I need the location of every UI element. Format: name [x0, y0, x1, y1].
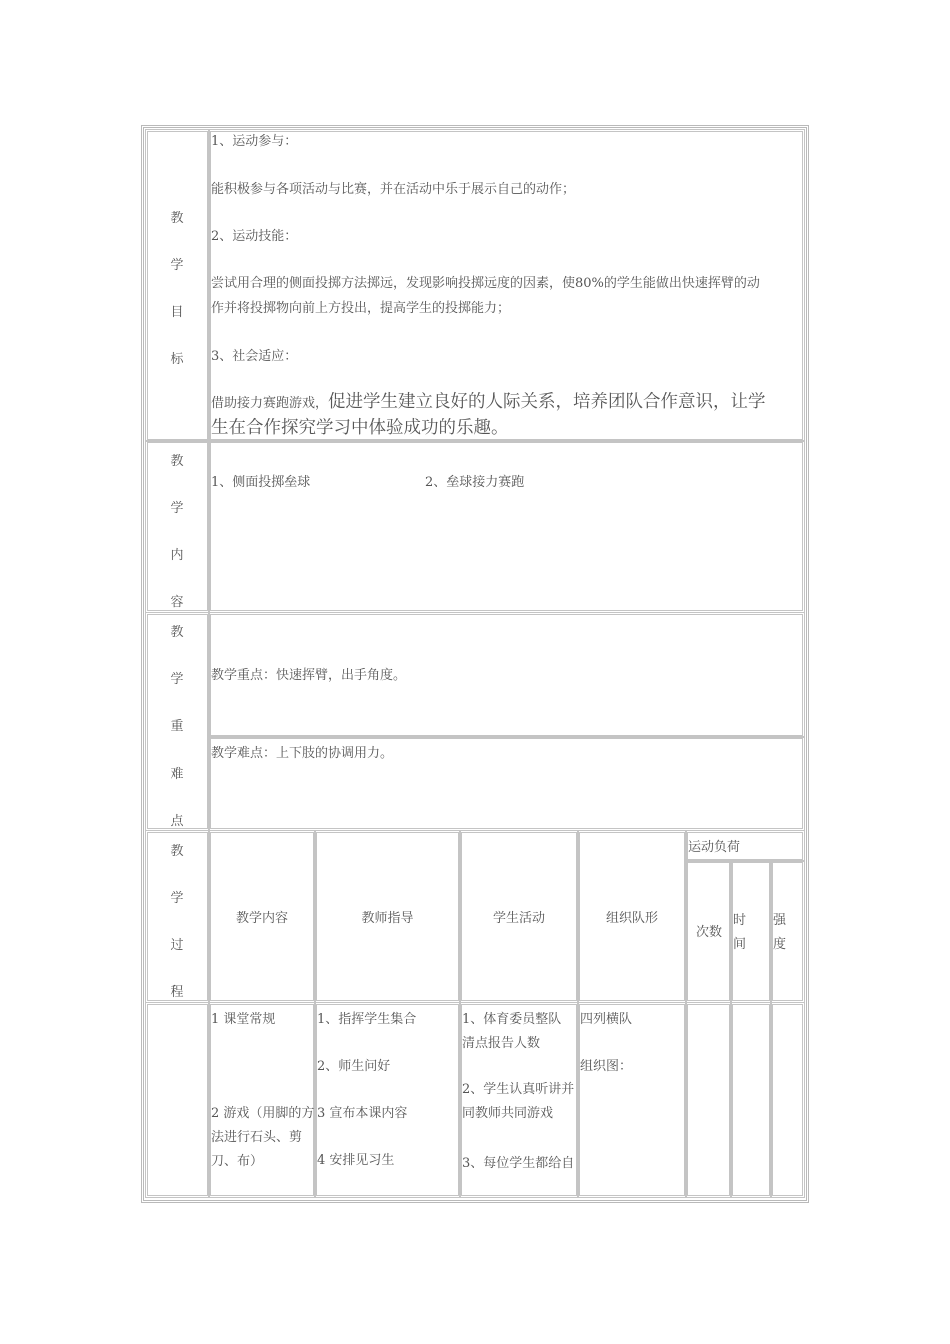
- keypoints-header-char: 学: [170, 672, 184, 687]
- content-item-relay: 2、垒球接力赛跑: [425, 475, 525, 490]
- process-header-char: 教: [170, 844, 184, 859]
- row1-content-2a: 2 游戏（用脚的方: [211, 1106, 315, 1121]
- row1-student-2b: 同教师共同游戏: [462, 1106, 554, 1121]
- objective-heading-skills: 2、运动技能：: [211, 229, 298, 244]
- row1-student-2a: 2、学生认真听讲并: [462, 1082, 575, 1097]
- process-col-formation-label: 组织队形: [605, 911, 658, 926]
- content-item-throwing: 1、侧面投掷垒球: [211, 475, 311, 490]
- objective-text-skills-line1: 尝试用合理的侧面投掷方法掷远，发现影响投掷远度的因素，使80%的学生能做出快速挥臂的动: [211, 276, 760, 291]
- row1-formation-2: 组织图：: [580, 1059, 633, 1074]
- objective-text-participation: 能积极参与各项活动与比赛，并在活动中乐于展示自己的动作；: [211, 182, 576, 197]
- row1-teacher-4: 4 安排见习生: [317, 1153, 395, 1168]
- objectives-header-char: 学: [170, 258, 184, 273]
- objective-text-social-main: 促进学生建立良好的人际关系，培养团队合作意识，让学: [328, 392, 766, 412]
- process-col-load-label: 运动负荷: [688, 840, 741, 855]
- row1-time-cell: [730, 1002, 772, 1198]
- objectives-header-char: 教: [170, 211, 184, 226]
- process-col-student-label: 学生活动: [492, 911, 545, 926]
- row1-student-1a: 1、体育委员整队: [462, 1012, 562, 1027]
- process-header-char: 学: [170, 891, 184, 906]
- process-col-time-label-a: 时: [733, 913, 747, 928]
- row1-formation-1: 四列横队: [580, 1012, 633, 1027]
- process-col-intensity-cell: [770, 860, 805, 1003]
- row1-content-1: 1 课堂常规: [211, 1012, 276, 1027]
- row1-student-1b: 清点报告人数: [462, 1036, 541, 1051]
- objectives-header-char: 目: [170, 305, 184, 320]
- process-header-char: 过: [170, 938, 184, 953]
- objectives-header-cell: [145, 129, 210, 442]
- objective-text-social-line2: 生在合作探究学习中体验成功的乐趣。: [211, 418, 509, 438]
- row1-teacher-3: 3 宣布本课内容: [317, 1106, 408, 1121]
- row1-student-3: 3、每位学生都给自: [462, 1156, 575, 1171]
- keypoints-difficulty-text: 教学难点：上下肢的协调用力。: [211, 746, 394, 761]
- objective-text-social-prefix: 借助接力赛跑游戏，: [211, 396, 329, 411]
- objective-heading-participation: 1、运动参与：: [211, 134, 298, 149]
- content-header-char: 学: [170, 501, 184, 516]
- content-header-char: 容: [170, 595, 184, 610]
- row1-count-cell: [685, 1002, 732, 1198]
- objective-text-skills-line2: 作并将投掷物向前上方投出，提高学生的投掷能力；: [211, 301, 511, 316]
- process-col-intensity-label-b: 度: [773, 937, 787, 952]
- process-col-count-label: 次数: [696, 925, 723, 940]
- process-col-content-label: 教学内容: [235, 911, 288, 926]
- row1-header-cell: [145, 1002, 210, 1198]
- content-header-char: 教: [170, 454, 184, 469]
- row1-content-2b: 法进行石头、剪: [211, 1130, 303, 1145]
- content-body-cell: [208, 440, 805, 613]
- process-col-intensity-label-a: 强: [773, 913, 787, 928]
- process-header-char: 程: [170, 985, 184, 1000]
- objectives-header-char: 标: [170, 352, 184, 367]
- row1-intensity-cell: [770, 1002, 805, 1198]
- row1-teacher-2: 2、师生问好: [317, 1059, 391, 1074]
- keypoints-focus-text: 教学重点：快速挥臂，出手角度。: [211, 668, 407, 683]
- process-col-time-label-b: 间: [733, 937, 747, 952]
- content-header-char: 内: [170, 548, 184, 563]
- process-col-time-cell: [730, 860, 772, 1003]
- row1-teacher-1: 1、指挥学生集合: [317, 1012, 417, 1027]
- objective-heading-social: 3、社会适应：: [211, 349, 298, 364]
- process-col-teacher-label: 教师指导: [361, 911, 414, 926]
- keypoints-header-char: 点: [170, 814, 184, 829]
- row1-content-2c: 刀、布）: [211, 1154, 264, 1169]
- objective-text-social-line1: [211, 390, 766, 414]
- row1-formation-cell: [577, 1002, 687, 1198]
- keypoints-header-char: 难: [170, 767, 184, 782]
- keypoints-header-char: 重: [170, 719, 184, 734]
- keypoints-header-char: 教: [170, 625, 184, 640]
